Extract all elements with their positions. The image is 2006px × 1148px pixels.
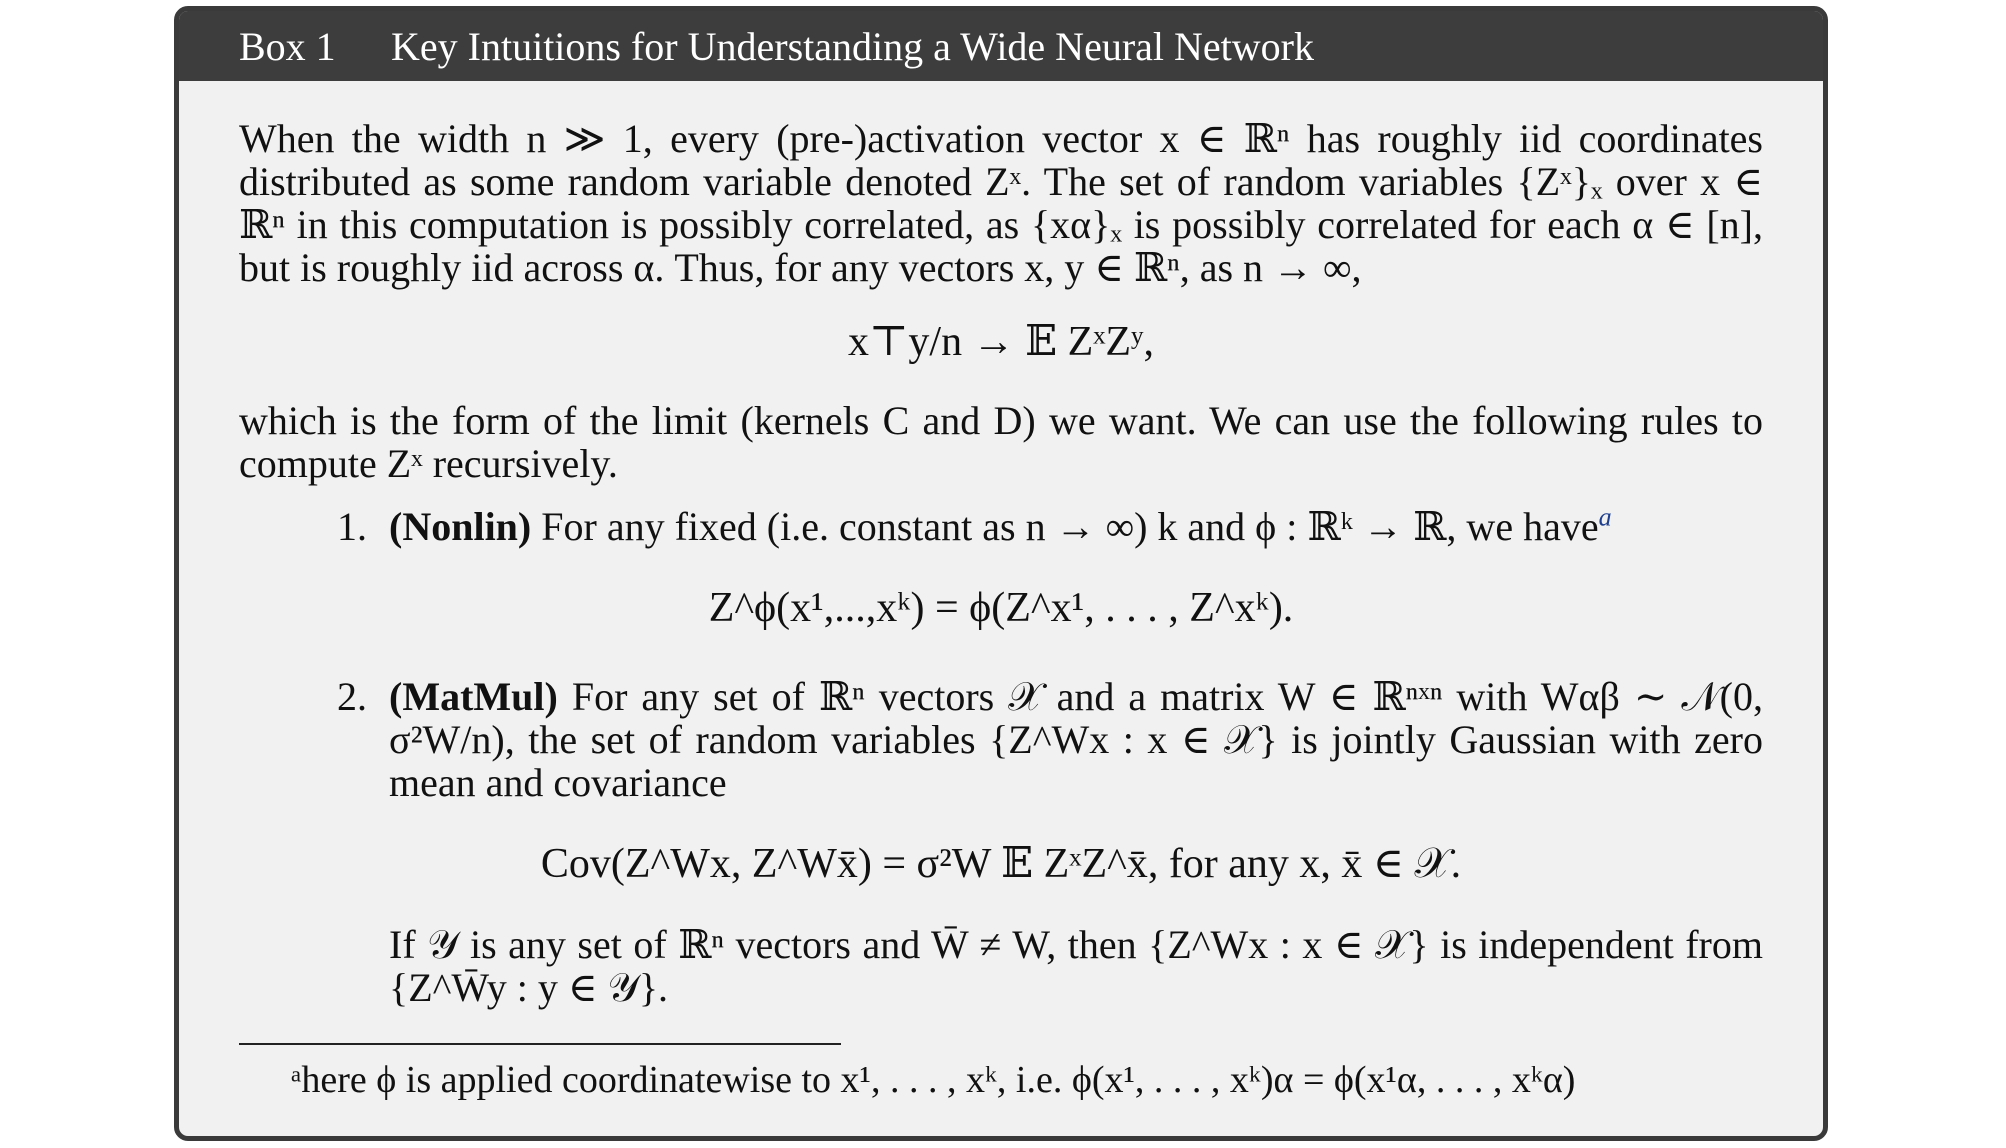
- equation-inner-product-limit: [239, 321, 1763, 364]
- footnote-text: ᵃhere ϕ is applied coordinatewise to x¹, . . . , xᵏ, i.e. ϕ(x¹, . . . , xᵏ)α = ϕ(x¹α, . . . , xᵏα): [291, 1059, 1576, 1101]
- footnote: [291, 1059, 1575, 1101]
- equation-3-text: Cov(Z^Wx, Z^Wx̄) = σ²W 𝔼 ZˣZ^x̄, for any x, x̄ ∈ 𝒳.: [540, 841, 1462, 887]
- rule-matmul-number: 2.: [337, 674, 367, 719]
- paragraph-kernel: [239, 399, 1763, 485]
- rule-matmul-text-2: If 𝒴 is any set of ℝⁿ vectors and W̄ ≠ W, then {Z^Wx : x ∈ 𝒳} is independent from {Z^W̄y : y ∈ 𝒴}.: [389, 922, 1763, 1010]
- rule-nonlin: [337, 502, 1763, 549]
- footnote-marker[interactable]: a: [1598, 502, 1612, 532]
- rule-matmul-title: (MatMul): [389, 674, 558, 719]
- rule-nonlin-number: 1.: [337, 504, 367, 549]
- box-title: Key Intuitions for Understanding a Wide Neural Network: [391, 23, 1314, 69]
- equation-2-text: Z^ϕ(x¹,...,xᵏ) = ϕ(Z^x¹, . . . , Z^xᵏ).: [708, 585, 1294, 631]
- rule-matmul: [337, 674, 1763, 805]
- paragraph-kernel-text: which is the form of the limit (kernels C and D) we want. We can use the following rules to compute Zˣ recursively.: [239, 398, 1763, 486]
- equation-nonlin: [239, 587, 1763, 630]
- rule-nonlin-title: (Nonlin): [389, 504, 532, 549]
- box-header: [179, 11, 1823, 81]
- paragraph-intro: [239, 117, 1763, 289]
- box-label: Box 1: [239, 23, 336, 69]
- rule-nonlin-text: For any fixed (i.e. constant as n → ∞) k and ϕ : ℝᵏ → ℝ, we have: [541, 504, 1599, 549]
- paragraph-intro-text: When the width n ≫ 1, every (pre-)activation vector x ∈ ℝⁿ has roughly iid coordinates distributed as some random variable denoted Zˣ. The set of random variables {Zˣ}ₓ over x ∈ ℝⁿ in this computation is possibly correlated, as {xα}ₓ is possibly correlated for each α ∈ [n], but is roughly iid across α. Thus, for any vectors x, y ∈ ℝⁿ, as n → ∞,: [239, 116, 1763, 290]
- equation-covariance: [239, 843, 1763, 886]
- footnote-divider: [239, 1043, 841, 1045]
- equation-1-text: x⊤y/n → 𝔼 ZˣZʸ,: [847, 319, 1155, 365]
- rule-matmul-independence: [389, 923, 1763, 1009]
- box-1: [174, 6, 1828, 1141]
- rule-matmul-text: For any set of ℝⁿ vectors 𝒳 and a matrix W ∈ ℝⁿˣⁿ with Wαβ ∼ 𝒩(0, σ²W/n), the set of random variables {Z^Wx : x ∈ 𝒳} is jointly Gaussian with zero mean and covariance: [389, 674, 1763, 805]
